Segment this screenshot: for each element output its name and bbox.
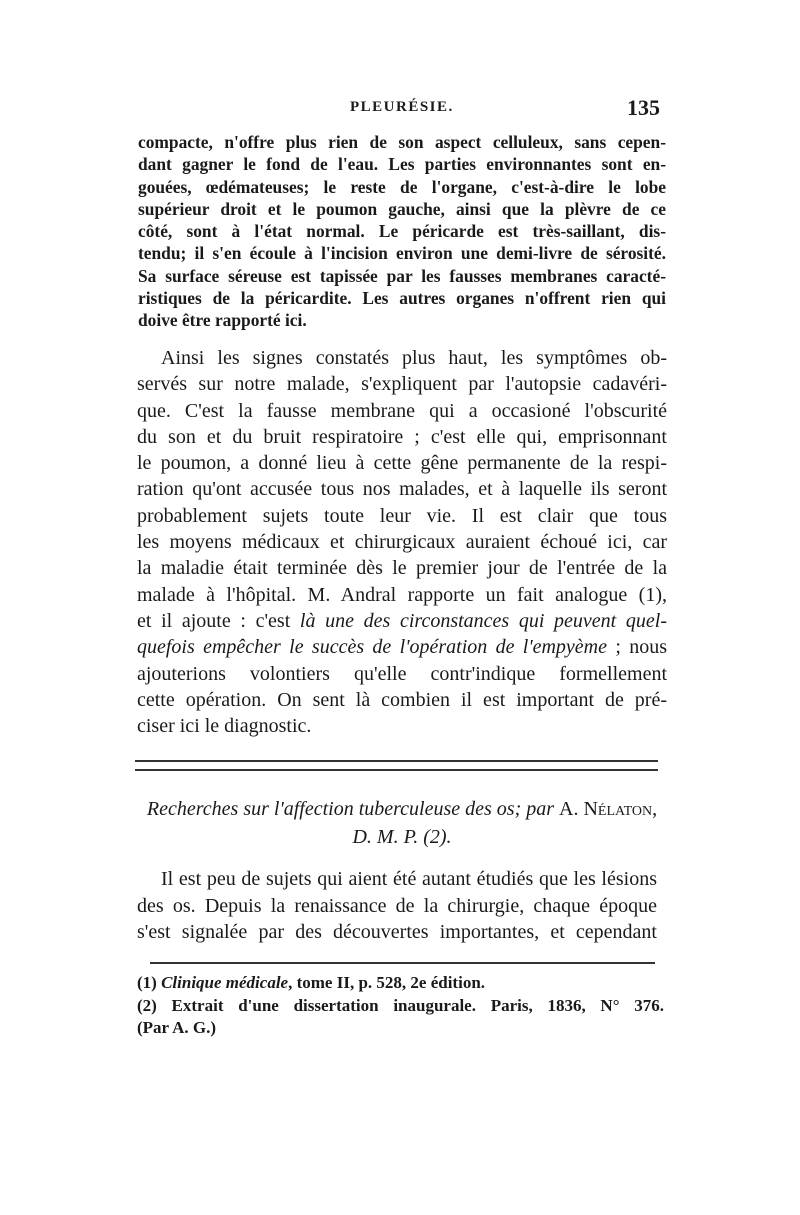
text-line: probablement sujets toute leur vie. Il est clair que tous — [137, 504, 667, 527]
discussion-paragraph — [137, 345, 667, 739]
text-line: des os. Depuis la renaissance de la chirurgie, chaque époque — [137, 894, 657, 917]
quote-lead: et il ajoute : c'est — [137, 609, 300, 632]
footnote-1-rest: , tome II, p. 528, 2e édition. — [288, 973, 486, 992]
text-line: du son et du bruit respiratoire ; c'est elle qui, emprisonnant — [137, 425, 667, 448]
text-line: s'est signalée par des découvertes importantes, et cependant — [137, 921, 657, 943]
footnote-1 — [137, 972, 664, 995]
quote-tail: ; nous — [607, 636, 668, 659]
text-line: malade à l'hôpital. M. Andral rapporte un fait analogue (1), — [137, 583, 667, 606]
text-line: le poumon, a donné lieu à cette gêne permanente de la respi- — [137, 452, 667, 475]
page-number: 135 — [627, 95, 660, 120]
text-line: Sa surface séreuse est tapissée par les fausses membranes caracté- — [138, 265, 666, 286]
text-line: Ainsi les signes constatés plus haut, les symptômes ob- — [161, 347, 667, 369]
text-line-with-quote — [137, 634, 667, 660]
running-header — [350, 95, 660, 125]
author-degree: D. M. P. (2). — [352, 826, 452, 848]
footnote-2: (2) Extrait d'une dissertation inaugurale. Paris, 1836, N° 376. — [137, 995, 664, 1015]
text-line: tendu; il s'en écoule à l'incision environ une demi-livre de sérosité. — [138, 243, 666, 264]
footnote-1-title: Clinique médicale — [161, 973, 289, 992]
section-title-text: Recherches sur l'affection tuberculeuse des os; par — [146, 798, 560, 820]
text-line: la maladie était terminée dès le premier jour de l'entrée de la — [137, 557, 667, 580]
quote-italic: là une des circonstances qui peuvent quel- — [299, 609, 667, 632]
text-line: compacte, n'offre plus rien de son aspect celluleux, sans cepen- — [138, 132, 666, 152]
footnotes — [137, 972, 664, 1040]
footnote-1-number: (1) — [137, 973, 162, 992]
text-line: ristiques de la péricardite. Les autres organes n'offrent rien qui — [138, 288, 666, 309]
text-line: Il est peu de sujets qui aient été autant étudiés que les lésions — [161, 868, 657, 890]
text-line: gouées, œdémateuses; le reste de l'organe, c'est-à-dire le lobe — [138, 176, 666, 197]
text-line: les moyens médicaux et chirurgicaux auraient échoué ici, car — [137, 531, 667, 554]
text-line: que. C'est la fausse membrane qui a occasioné l'obscurité — [137, 399, 667, 422]
text-line: ajouterions volontiers qu'elle contr'indique formellement — [137, 662, 667, 685]
autopsy-paragraph — [138, 131, 666, 332]
footnote-2-attribution: (Par A. G.) — [137, 1018, 217, 1037]
text-line: supérieur droit et le poumon gauche, ainsi que la plèvre de ce — [138, 198, 666, 219]
text-line: ciser ici le diagnostic. — [137, 715, 312, 738]
text-line: dant gagner le fond de l'eau. Les parties environnantes sont en- — [138, 154, 666, 175]
author-name: Nélaton, — [583, 798, 658, 820]
footnote-divider — [150, 962, 655, 964]
text-line: côté, sont à l'état normal. Le péricarde est très-saillant, dis- — [138, 221, 666, 242]
text-line-with-quote — [137, 608, 667, 634]
section-divider — [135, 760, 658, 771]
text-line: ration qu'ont accusée tous nos malades, et à laquelle ils seront — [137, 478, 667, 501]
author-initial: A. — [559, 798, 584, 820]
section-paragraph — [137, 866, 657, 946]
quote-italic: quefois empêcher le succès de l'opération de l'empyème — [137, 636, 608, 659]
text-line: cette opération. On sent là combien il est important de pré- — [137, 688, 667, 711]
text-line: servés sur notre malade, s'expliquent par l'autopsie cadavéri- — [137, 373, 667, 396]
section-title — [137, 795, 667, 851]
text-line: doive être rapporté ici. — [138, 310, 307, 331]
running-title: PLEURÉSIE. — [350, 99, 454, 115]
